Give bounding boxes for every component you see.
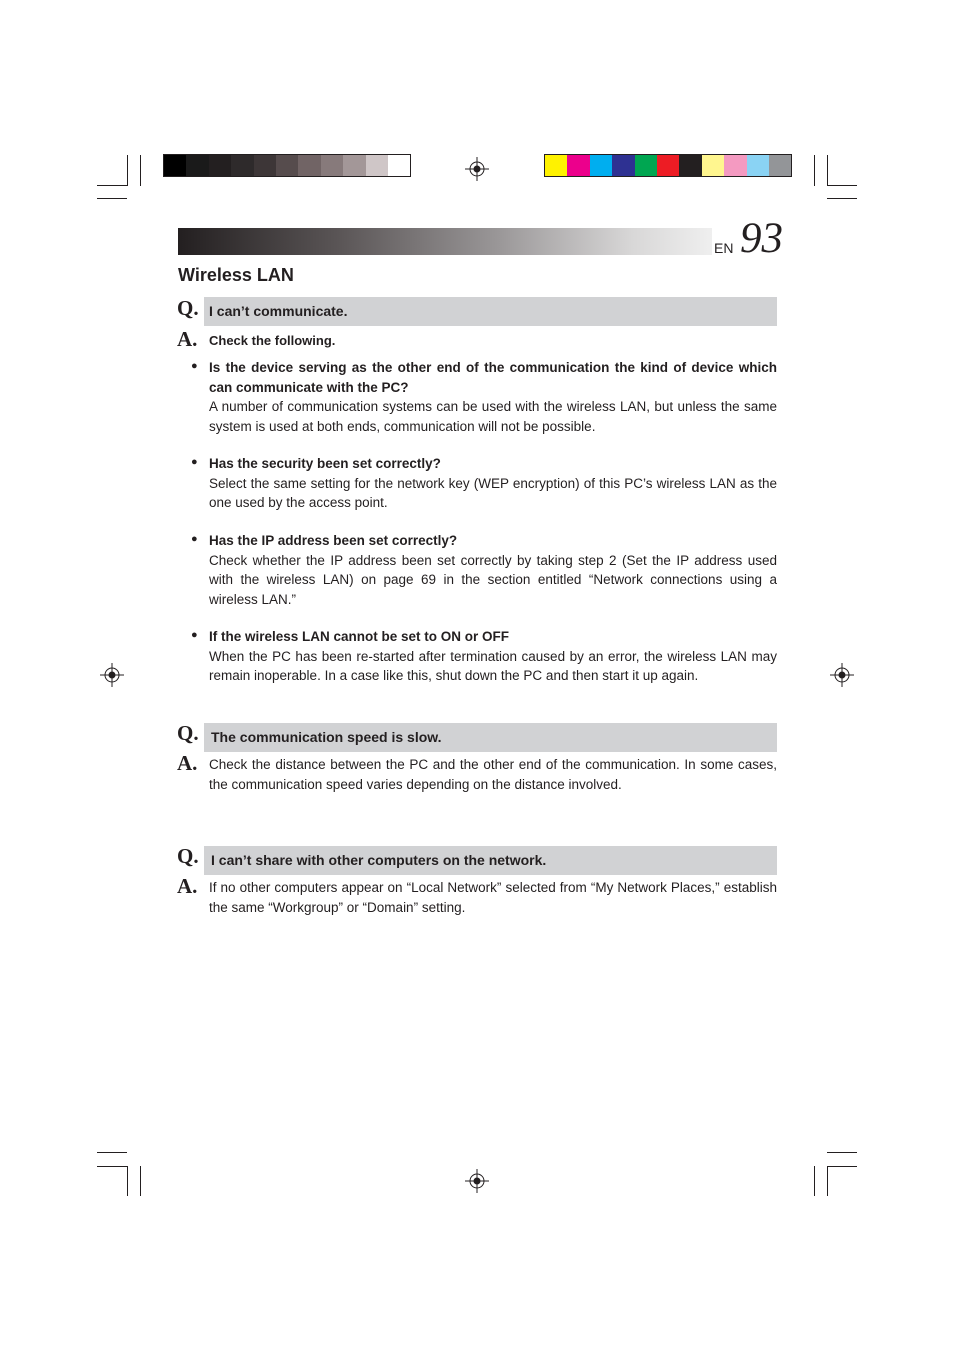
bullet-body: Select the same setting for the network key (WEP encryption) of this PC’s wireless LAN as the one used by the access point. <box>209 475 777 510</box>
crop-mark <box>827 1152 857 1153</box>
color-swatch <box>702 155 724 176</box>
list-item <box>209 627 777 686</box>
crop-mark <box>127 1166 128 1196</box>
crop-mark <box>814 1166 815 1196</box>
question-marker: Q. <box>177 844 199 868</box>
crop-mark <box>827 198 857 199</box>
crop-mark <box>827 1166 828 1196</box>
color-swatch <box>567 155 589 176</box>
registration-mark-icon <box>830 663 854 687</box>
color-swatch <box>186 155 208 176</box>
question-text: The communication speed is slow. <box>211 729 442 745</box>
question-marker: Q. <box>177 296 199 320</box>
answer-marker: A. <box>177 327 198 351</box>
crop-mark <box>140 155 141 186</box>
bullet-icon: ● <box>191 360 198 372</box>
bullet-icon: ● <box>191 629 198 641</box>
bullet-icon: ● <box>191 456 198 468</box>
question-text: I can’t communicate. <box>209 303 348 319</box>
answer-text: Check the distance between the PC and the other end of the communication. In some cases, the communication speed varies depending on the distance involved. <box>209 757 777 792</box>
language-label: EN <box>714 240 734 256</box>
crop-mark <box>814 155 815 186</box>
list-item <box>209 454 777 513</box>
color-swatch <box>231 155 253 176</box>
answer-marker: A. <box>177 751 198 775</box>
color-swatch <box>724 155 746 176</box>
color-swatch <box>590 155 612 176</box>
crop-mark <box>127 155 128 186</box>
answer-marker: A. <box>177 874 198 898</box>
color-swatch <box>657 155 679 176</box>
registration-mark-icon <box>465 157 489 181</box>
color-swatch <box>769 155 791 176</box>
crop-mark <box>827 185 857 186</box>
bullet-heading: Is the device serving as the other end of the communication the kind of device which can communicate with the PC? <box>209 360 777 395</box>
color-swatch <box>321 155 343 176</box>
color-swatch <box>388 155 410 176</box>
bullet-heading: If the wireless LAN cannot be set to ON or OFF <box>209 629 510 644</box>
color-swatch <box>254 155 276 176</box>
crop-mark <box>827 155 828 186</box>
section-title: Wireless LAN <box>178 265 294 285</box>
color-swatch <box>276 155 298 176</box>
grayscale-color-bar <box>163 154 411 177</box>
list-item <box>209 531 777 609</box>
crop-mark <box>97 185 127 186</box>
question-bar <box>204 846 777 875</box>
bullet-body: Check whether the IP address been set correctly by taking step 2 (Set the IP address used with the wireless LAN) on page 69 in the section entitled “Network connections using a wireless LAN.” <box>209 552 777 607</box>
color-swatch <box>343 155 365 176</box>
color-swatch <box>298 155 320 176</box>
bullet-heading: Has the IP address been set correctly? <box>209 533 458 548</box>
bullet-body: When the PC has been re-started after termination caused by an error, the wireless LAN may remain inoperable. In a case like this, shut down the PC and then start it up again. <box>209 648 777 683</box>
bullet-icon: ● <box>191 533 198 545</box>
color-swatch <box>635 155 657 176</box>
crop-mark <box>827 1166 857 1167</box>
bullet-heading: Has the security been set correctly? <box>209 456 441 471</box>
header-gradient-bar <box>178 228 712 255</box>
color-swatch <box>366 155 388 176</box>
crop-mark <box>140 1166 141 1196</box>
color-swatch <box>164 155 186 176</box>
page-number: 93 <box>740 215 783 262</box>
crop-mark <box>97 1152 127 1153</box>
color-swatch <box>747 155 769 176</box>
answer-intro: Check the following. <box>209 333 336 348</box>
question-bar <box>204 723 777 752</box>
registration-mark-icon <box>465 1169 489 1193</box>
color-swatch <box>545 155 567 176</box>
process-color-bar <box>544 154 792 177</box>
color-swatch <box>679 155 701 176</box>
answer-text: If no other computers appear on “Local Network” selected from “My Network Places,” establish the same “Workgroup” or “Domain” setting. <box>209 880 777 915</box>
question-bar <box>204 297 777 326</box>
color-swatch <box>209 155 231 176</box>
color-swatch <box>612 155 634 176</box>
crop-mark <box>97 1166 127 1167</box>
registration-mark-icon <box>100 663 124 687</box>
bullet-body: A number of communication systems can be used with the wireless LAN, but unless the same system is used at both ends, communication will not be possible. <box>209 399 777 434</box>
list-item <box>209 358 777 436</box>
question-text: I can’t share with other computers on the network. <box>211 852 547 868</box>
question-marker: Q. <box>177 721 199 745</box>
crop-mark <box>97 198 127 199</box>
